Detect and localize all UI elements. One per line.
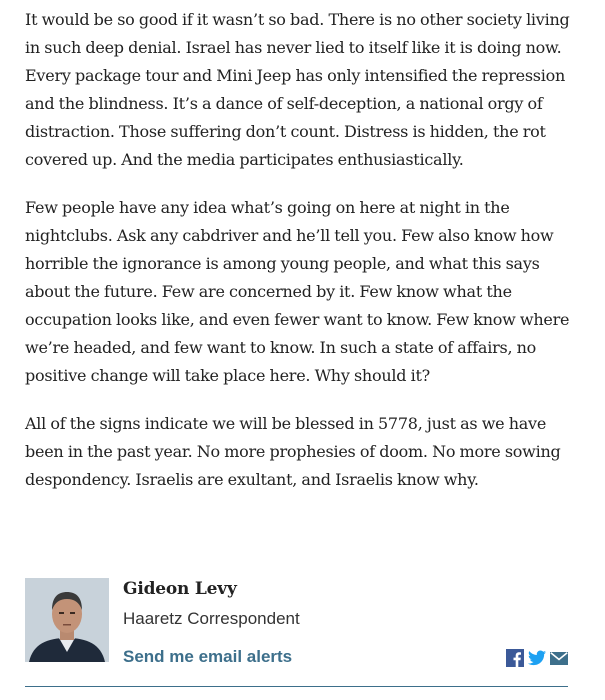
facebook-icon[interactable] xyxy=(506,649,524,667)
twitter-icon[interactable] xyxy=(528,649,546,667)
author-block xyxy=(25,578,568,686)
share-buttons xyxy=(506,649,568,667)
section-divider xyxy=(25,686,568,687)
article-paragraph-2: Few people have any idea what’s going on here at night in the nightclubs. Ask any cabdriver and he’ll tell you. Few also know how horrible the ignorance is among young people, and what this says about the future. Few are concerned by it. Few know what the occupation looks like, and even fewer want to know. Few know where we’re headed, and few want to know. In such a state of affairs, no positive change will take place here. Why should it? xyxy=(25,198,570,385)
email-alerts-link[interactable]: Send me email alerts xyxy=(123,647,293,666)
author-name[interactable]: Gideon Levy xyxy=(123,579,237,599)
email-icon[interactable] xyxy=(550,649,568,667)
article-body xyxy=(25,6,573,514)
article-paragraph-1: It would be so good if it wasn’t so bad. There is no other society living in such deep denial. Israel has never lied to itself like it is doing now. Every package tour and Mini Jeep has only intensified the repression and the blindness. It’s a dance of self-deception, a national orgy of distraction. Those suffering don’t count. Distress is hidden, the rot covered up. And the media participates enthusiastically. xyxy=(25,10,570,169)
avatar[interactable] xyxy=(25,578,109,662)
article-paragraph-3: All of the signs indicate we will be blessed in 5778, just as we have been in the past year. No more prophesies of doom. No more sowing despondency. Israelis are exultant, and Israelis know why. xyxy=(25,414,561,489)
author-role: Haaretz Correspondent xyxy=(123,609,300,628)
author-portrait-icon xyxy=(25,578,109,662)
